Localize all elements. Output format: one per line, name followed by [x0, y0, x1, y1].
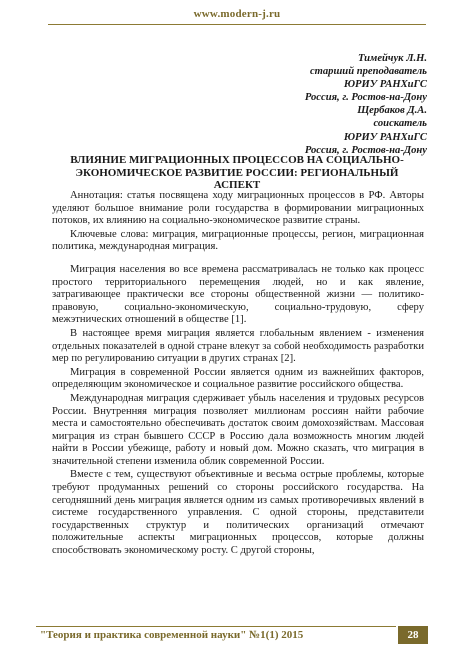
body-paragraph: В настоящее время миграция является глобальным явлением - изменения отдельных показателей в одной стране влекут за собой необходимость разработки мер по регулированию ситуации в других странах [2].: [52, 327, 424, 365]
author-location: Россия, г. Ростов-на-Дону: [304, 92, 427, 104]
journal-footer: "Теория и практика современной науки" №1(1) 2015: [40, 629, 304, 641]
body-paragraph: Миграция населения во все времена рассматривалась не только как процесс простого территориального перемещения людей, но и как явление, затрагивающее практически все стороны общественной жизни — политико-правовую, социально-экономическую, социально-трудовую, сферу межэтнических отношений в обществе [1].: [52, 263, 424, 326]
article-title: ВЛИЯНИЕ МИГРАЦИОННЫХ ПРОЦЕССОВ НА СОЦИАЛЬНО-ЭКОНОМИЧЕСКОЕ РАЗВИТИЕ РОССИИ: РЕГИОНАЛЬНЫЙ АСПЕКТ: [70, 154, 404, 191]
body-paragraph: Международная миграция сдерживает убыль населения и трудовых ресурсов России. Внутренняя миграция позволяет миллионам россиян найти рабочие места и самостоятельно обеспечивать достаток своим домохозяйствам. Массовая миграция из стран бывшего СССР в Россию дала возможность многим людей найти в России убежище, работу и новый дом. Можно сказать, что миграция в значительной степени изменила облик современной России.: [52, 392, 424, 467]
page-number: 28: [398, 626, 428, 644]
header-divider: [48, 24, 426, 25]
body-paragraph: Миграция в современной России является одним из важнейших факторов, определяющим экономическое и социальное развитие российского общества.: [52, 366, 424, 391]
author-position: старший преподаватель: [309, 66, 427, 78]
abstract-paragraph: Аннотация: статья посвящена ходу миграционных процессов в РФ. Авторы уделяют большое внимание роли государства в формировании миграционных потоков, их влиянию на социально-экономическое развитие страны.: [52, 190, 424, 227]
author-name: Тимейчук Л.Н.: [357, 53, 427, 64]
author-position: соискатель: [373, 118, 427, 130]
author-affiliation: ЮРИУ РАНХиГС: [343, 131, 427, 143]
article-body: [52, 190, 424, 559]
site-url[interactable]: www.modern-j.ru: [193, 8, 281, 20]
author-location: Россия, г. Ростов-на-Дону: [304, 144, 427, 156]
keywords-paragraph: Ключевые слова: миграция, миграционные процессы, регион, миграционная политика, международная миграция.: [52, 228, 424, 253]
author-block: [305, 52, 427, 157]
body-paragraph: Вместе с тем, существуют объективные и весьма острые проблемы, которые требуют продуманных решений со стороны российского государства. На сегодняшний день миграция является одним из самых противоречивых явлений в системе государственного управления. С одной стороны, представители государственных структур и политических организаций отмечают положительные аспекты миграционных процессов, которые должны способствовать экономическому росту. С другой стороны,: [52, 469, 424, 557]
author-affiliation: ЮРИУ РАНХиГС: [343, 79, 427, 91]
author-name: Щербаков Д.А.: [357, 105, 427, 117]
footer-divider: [36, 626, 396, 627]
